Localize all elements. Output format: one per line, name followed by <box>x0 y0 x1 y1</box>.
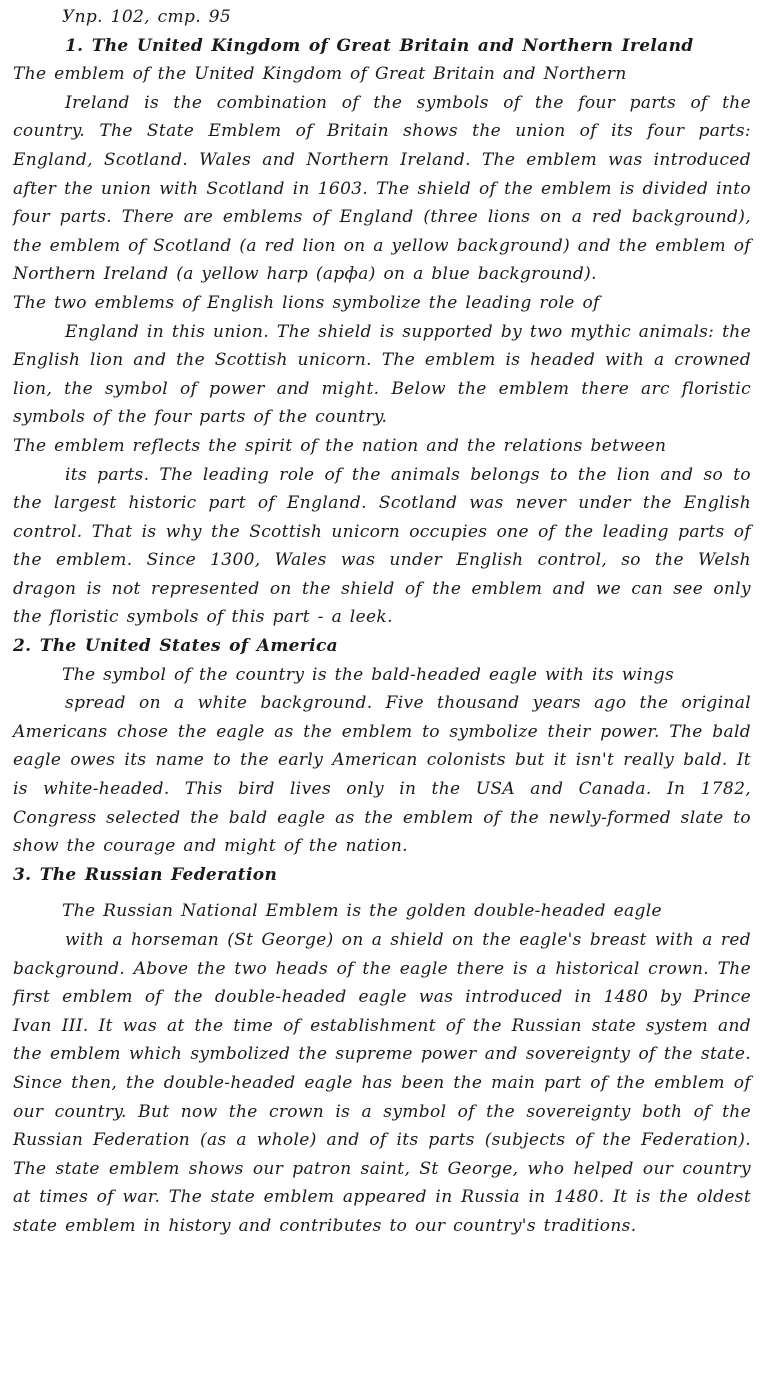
section-1-heading: 1. The United Kingdom of Great Britain and Northern Ireland <box>65 35 694 56</box>
section-2-heading: 2. The United States of America <box>13 636 339 657</box>
section-1-lead-line-spirit: The emblem reflects the spirit of the nation and the relations between <box>13 435 667 456</box>
section-1-paragraph-emblem-parts: Ireland is the combination of the symbols of the four parts of the country. The State Emblem of Britain shows the union of its four parts: England, Scotland. Wales and Northern Ireland. The emblem was introduced after the union with Scotland in 1603. The shield of the emblem is divided into four parts. There are emblems of England (three lions on a red background), the emblem of Scotland (a red lion on a yellow background) and the emblem of Northern Ireland (a yellow harp (арфа) on a blue background). <box>13 92 751 285</box>
section-1-lead-line-lions: The two emblems of English lions symbolize the leading role of <box>13 292 600 313</box>
section-1-paragraph-relations: its parts. The leading role of the animals belongs to the lion and so to the largest historic part of England. Scotland was never under the English control. That is why the Scottish unicorn occupies one of the leading parts of the emblem. Since 1300, Wales was under English control, so the Welsh dragon is not represented on the shield of the emblem and we can see only the floristic symbols of this part - a leek. <box>13 464 751 628</box>
section-3-heading: 3. The Russian Federation <box>13 864 278 885</box>
section-3-paragraph-russian-emblem: with a horseman (St George) on a shield on the eagle's breast with a red background. Above the two heads of the eagle there is a historical crown. The first emblem of the double-headed eagle was introduced in 1480 by Prince Ivan III. It was at the time of establishment of the Russian state system and the emblem which symbolized the supreme power and sovereignty of the state. Since then, the double-headed eagle has been the main part of the emblem of our country. But now the crown is a symbol of the sovereignty both of the Russian Federation (as a whole) and of its parts (subjects of the Federation). The state emblem shows our patron saint, St George, who helped our country at times of war. The state emblem appeared in Russia in 1480. It is the oldest state emblem in history and contributes to our country's traditions. <box>13 930 751 1236</box>
exercise-reference: Упр. 102, стр. 95 <box>62 7 232 27</box>
section-2-lead-line: The symbol of the country is the bald-headed eagle with its wings <box>62 664 675 685</box>
section-1-paragraph-supporters: England in this union. The shield is supported by two mythic animals: the English lion and the Scottish unicorn. The emblem is headed with a crowned lion, the symbol of power and might. Below the emblem there arc floristic symbols of the four parts of the country. <box>13 321 751 428</box>
section-3-lead-line: The Russian National Emblem is the golden double-headed eagle <box>62 901 662 922</box>
section-2-paragraph-eagle: spread on a white background. Five thousand years ago the original Americans chose the eagle as the emblem to symbolize their power. The bald eagle owes its name to the early American colonists but it isn't really bald. It is white-headed. This bird lives only in the USA and Canada. In 1782, Congress selected the bald eagle as the emblem of the newly-formed slate to show the courage and might of the nation. <box>13 693 751 857</box>
section-1-lead-line: The emblem of the United Kingdom of Great Britain and Northern <box>13 64 627 85</box>
